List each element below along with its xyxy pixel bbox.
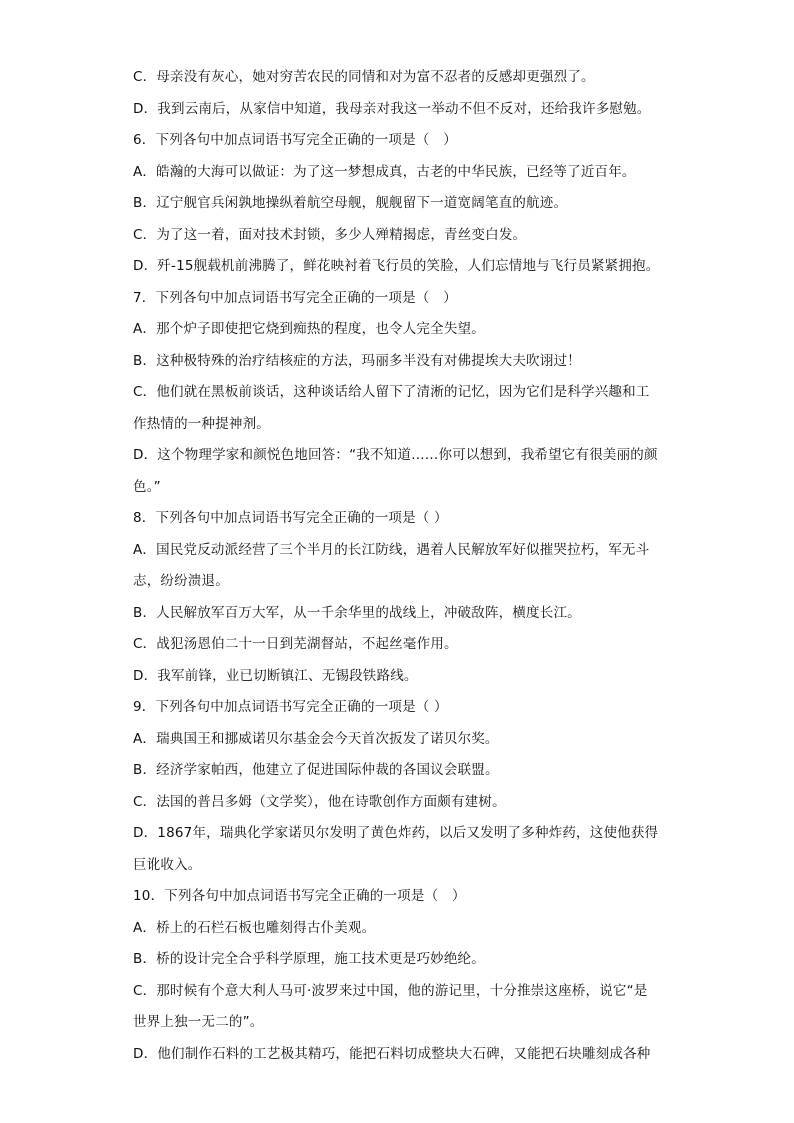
option-b: B．辽宁舰官兵闲孰地操纵着航空母舰，舰舰留下一道宽阔笔直的航迹。 xyxy=(133,195,568,211)
option-a: A．皓瀚的大海可以做证：为了这一梦想成真，古老的中华民族，已经等了近百年。 xyxy=(133,163,636,180)
text-line: C．母亲没有灰心，她对穷苦农民的同情和对为富不忍者的反感却更强烈了。 xyxy=(133,69,595,85)
option-b: B．桥的设计完全合乎科学原理，施工技术更是巧妙绝纶。 xyxy=(133,951,485,967)
option-d: D．歼-15舰载机前沸腾了，鲜花映衬着飞行员的笑脸，人们忘情地与飞行员紧紧拥抱。 xyxy=(133,258,660,274)
option-c-cont: 世界上独一无二的”。 xyxy=(133,1014,264,1030)
option-a: A．桥上的石栏石板也雕刻得古仆美观。 xyxy=(133,919,376,936)
question-stem: 8．下列各句中加点词语书写完全正确的一项是（ ） xyxy=(133,510,448,526)
option-d: D．1867年，瑞典化学家诺贝尔发明了黄色炸药，以后又发明了多种炸药，这使他获得 xyxy=(133,825,659,841)
question-stem: 9．下列各句中加点词语书写完全正确的一项是（ ） xyxy=(133,699,448,715)
option-d: D．这个物理学家和颜悦色地回答：“我不知道……你可以想到，我希望它有很美丽的颜 xyxy=(133,447,658,463)
option-b: B．经济学家帕西，他建立了促进国际仲裁的各国议会联盟。 xyxy=(133,762,499,778)
option-c: C．战犯汤恩伯二十一日到芜湖督站，不起丝毫作用。 xyxy=(133,636,458,652)
option-a: A．国民党反动派经营了三个半月的长江防线，遇着人民解放军好似摧哭拉朽，军无斗 xyxy=(133,541,650,558)
question-stem: 6．下列各句中加点词语书写完全正确的一项是（ ） xyxy=(133,132,457,148)
question-stem: 10．下列各句中加点词语书写完全正确的一项是（ ） xyxy=(133,888,466,904)
option-a-cont: 志，纷纷溃退。 xyxy=(133,573,229,589)
option-a: A．瑞典国王和挪威诺贝尔基金会今天首次扳发了诺贝尔奖。 xyxy=(133,730,499,747)
text-line: D．我到云南后，从家信中知道，我母亲对我这一举动不但不反对，还给我许多慰勉。 xyxy=(133,100,651,117)
option-b: B．这种极特殊的治疗结核症的方法，玛丽多半没有对佛提埃大夫吹诩过！ xyxy=(133,352,581,369)
question-stem: 7．下列各句中加点词语书写完全正确的一项是（ ） xyxy=(133,289,457,306)
option-d: D．他们制作石料的工艺极其精巧，能把石料切成整块大石碑，又能把石块雕刻成各种 xyxy=(133,1045,651,1062)
option-c: C．法国的普吕多姆（文学奖），他在诗歌创作方面颇有建树。 xyxy=(133,793,506,810)
option-c: C．他们就在黑板前谈话，这种谈话给人留下了清淅的记忆，因为它们是科学兴趣和工 xyxy=(133,384,650,400)
option-b: B．人民解放军百万大军，从一千余华里的战线上，冲破敌阵，横度长江。 xyxy=(133,604,581,621)
option-c: C．为了这一着，面对技术封锁，多少人殚精揭虑，青丝变白发。 xyxy=(133,226,527,243)
option-c: C．那时候有个意大利人马可·波罗来过中国，他的游记里，十分推崇这座桥，说它“是 xyxy=(133,982,648,999)
option-d-cont: 巨讹收入。 xyxy=(133,856,202,873)
option-d-cont: 色。” xyxy=(133,478,161,495)
option-d: D．我军前锋，业已切断镇江、无锡段铁路线。 xyxy=(133,667,418,684)
question-text xyxy=(133,62,663,1070)
option-c-cont: 作热情的一种提神剂。 xyxy=(133,415,270,432)
option-a: A．那个炉子即使把它烧到痴热的程度，也令人完全失望。 xyxy=(133,321,485,337)
